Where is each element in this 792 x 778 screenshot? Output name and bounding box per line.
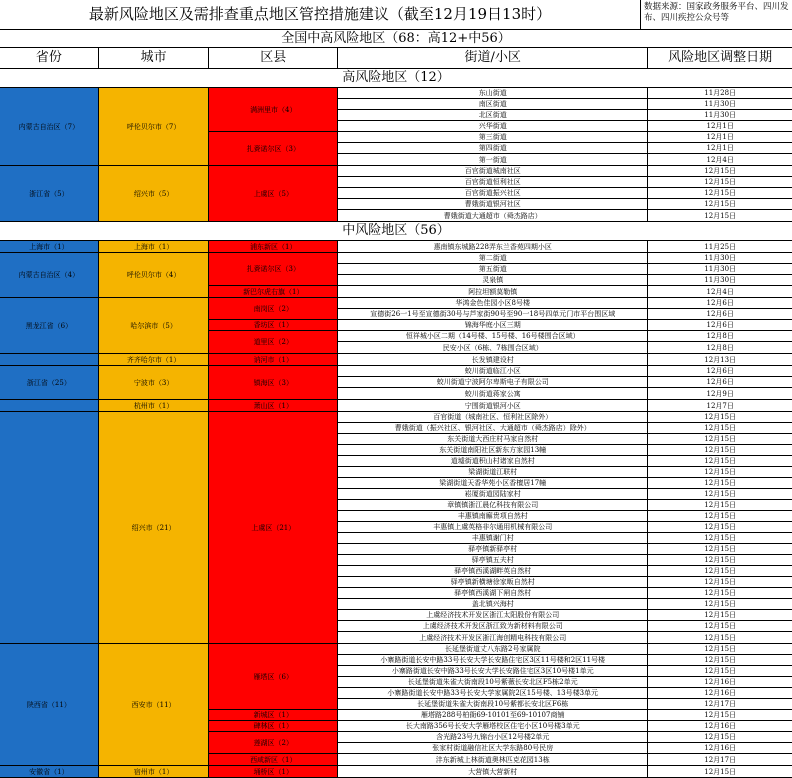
high-risk-title: 高风险地区（12） — [0, 69, 792, 88]
city-cell: 齐齐哈尔市（1） — [126, 355, 181, 364]
street-cell: 曹娥街道银河社区 — [338, 199, 647, 210]
date-cell: 12月15日 — [648, 489, 792, 500]
street-cell: 恒祥城小区二期（14号楼、15号楼、16号楼围合区域） — [338, 331, 647, 342]
city-cell: 宁波市（3） — [133, 378, 174, 387]
date-cell: 12月4日 — [706, 287, 734, 296]
mid-risk-title: 中风险地区（56） — [0, 222, 792, 241]
date-cell: 12月15日 — [648, 610, 792, 621]
date-cell: 12月15日 — [648, 188, 792, 199]
province-cell: 陕西省（11） — [26, 700, 71, 709]
date-column — [648, 166, 792, 221]
street-cell: 南区街道 — [338, 99, 647, 110]
date-cell: 11月30日 — [648, 99, 792, 110]
province-cell: 上海市（1） — [29, 242, 69, 251]
date-cell: 11月30日 — [648, 264, 792, 275]
province-cell — [0, 412, 98, 643]
street-cell: 蛟川街道临江小区 — [338, 366, 647, 377]
district-cell: 扎赉诺尔区（3） — [209, 253, 337, 286]
date-cell: 12月15日 — [648, 655, 792, 666]
street-cell: 百官街道城南社区 — [338, 166, 647, 177]
date-cell: 12月15日 — [648, 710, 792, 721]
date-cell: 12月15日 — [648, 467, 792, 478]
district-cell: 上虞区（5） — [253, 189, 294, 198]
date-cell: 12月15日 — [648, 478, 792, 489]
date-column — [648, 400, 792, 411]
street-column — [338, 166, 648, 221]
district-column — [209, 400, 338, 411]
date-cell: 12月8日 — [706, 343, 734, 352]
date-column — [648, 298, 792, 353]
street-cell: 章镇镇浙江晨亿科技有限公司 — [338, 500, 647, 511]
table-row-group — [0, 412, 792, 644]
province-column — [0, 644, 99, 765]
district-cell: 埇桥区（1） — [253, 767, 294, 776]
date-cell: 12月17日 — [704, 755, 737, 764]
street-cell: 百官街道恒利社区 — [338, 177, 647, 188]
date-cell: 12月15日 — [648, 555, 792, 566]
province-cell: 黑龙江省（6） — [25, 321, 73, 330]
street-cell: 第二街道 — [338, 253, 647, 264]
date-cell: 12月15日 — [704, 767, 737, 776]
city-cell: 呼伦贝尔市（7） — [126, 122, 181, 131]
page-title: 最新风险地区及需排查重点地区管控措施建议（截至12月19日13时） — [88, 5, 552, 23]
title-row — [0, 0, 792, 30]
date-cell: 12月15日 — [648, 456, 792, 467]
date-cell: 12月16日 — [648, 743, 792, 754]
date-cell: 12月9日 — [706, 389, 734, 398]
date-cell: 12月6日 — [648, 320, 792, 331]
date-cell: 12月13日 — [704, 355, 737, 364]
street-cell: 驿亭镇五夫村 — [338, 555, 647, 566]
street-cell: 丰惠镇南廨贵项自然村 — [338, 511, 647, 522]
date-cell: 12月15日 — [648, 533, 792, 544]
street-column — [338, 400, 648, 411]
city-cell: 杭州市（1） — [133, 401, 174, 410]
street-cell: 第三街道 — [338, 132, 647, 143]
date-cell: 12月15日 — [648, 644, 792, 655]
data-source: 数据来源：国家政务服务平台、四川发布、四川疾控公众号等 — [640, 0, 792, 29]
date-cell: 12月15日 — [648, 199, 792, 210]
district-column — [209, 412, 338, 643]
street-cell: 长延堡街道丈八东路2号家属院 — [338, 644, 647, 655]
street-cell: 驿亭镇新驿亭村 — [338, 544, 647, 555]
street-cell: 上虞经济技术开发区浙江致为新材料有限公司 — [338, 621, 647, 632]
date-cell: 11月25日 — [704, 242, 737, 251]
date-column — [648, 366, 792, 399]
district-cell: 镇海区（3） — [253, 378, 294, 387]
street-column — [338, 88, 648, 165]
street-cell: 东关街道南阳社区新东方家园13幢 — [338, 445, 647, 456]
province-cell — [0, 354, 98, 365]
table-row-group — [0, 644, 792, 766]
street-column — [338, 354, 648, 365]
city-column — [99, 166, 210, 221]
district-cell: 新巴尔虎右旗（1） — [243, 287, 304, 296]
date-cell: 12月15日 — [648, 166, 792, 177]
province-column — [0, 766, 99, 777]
street-cell: 曹娥街道大通超市（舜杰路店） — [443, 211, 542, 220]
street-cell: 梁湖街道天香华苑小区香檀居17幢 — [338, 478, 647, 489]
date-cell: 12月7日 — [706, 401, 734, 410]
street-cell: 长发镇建设村 — [471, 355, 514, 364]
city-column — [99, 354, 210, 365]
city-column — [99, 253, 210, 297]
street-cell: 第五街道 — [338, 264, 647, 275]
city-column — [99, 298, 210, 353]
province-cell: 内蒙古自治区（4） — [18, 271, 80, 279]
district-cell: 讷河市（1） — [253, 355, 294, 364]
street-cell: 含光路23号九锦台小区12号楼2单元 — [338, 732, 647, 743]
district-cell: 碑林区（1） — [209, 721, 337, 732]
street-column — [338, 644, 648, 765]
street-cell: 长延堡街道朱雀大街南段10号紫都长安北区F6栋 — [338, 699, 647, 710]
street-cell: 梁湖街道江联村 — [338, 467, 647, 478]
city-column — [99, 366, 210, 399]
district-cell: 扎赉诺尔区（3） — [246, 144, 301, 153]
district-column — [209, 366, 338, 399]
street-cell: 阿拉坦额莫勒镇 — [468, 287, 518, 296]
street-cell: 第四街道 — [338, 143, 647, 154]
date-cell: 12月15日 — [648, 621, 792, 632]
city-column — [99, 412, 210, 643]
street-cell: 百官街道振兴社区 — [338, 188, 647, 199]
district-column — [209, 298, 338, 353]
city-cell: 上海市（1） — [133, 242, 174, 251]
date-cell: 12月17日 — [648, 699, 792, 710]
table-row-group — [0, 354, 792, 366]
table-row-group — [0, 766, 792, 778]
date-cell: 12月15日 — [704, 633, 737, 642]
date-cell: 12月15日 — [648, 522, 792, 533]
province-column — [0, 298, 99, 353]
district-cell: 南岗区（2） — [209, 298, 337, 320]
district-cell: 满洲里市（4） — [209, 88, 337, 132]
date-cell: 12月15日 — [648, 732, 792, 743]
date-column — [648, 354, 792, 365]
street-column — [338, 298, 648, 353]
district-cell: 上虞区（21） — [251, 523, 296, 532]
street-cell: 驿亭镇新横塘徐家畈自然村 — [338, 577, 647, 588]
date-cell: 11月30日 — [648, 253, 792, 264]
header-province: 省份 — [0, 48, 99, 68]
province-column — [0, 400, 99, 411]
city-column — [99, 644, 210, 765]
city-column — [99, 766, 210, 777]
table-row-group — [0, 298, 792, 354]
province-cell: 浙江省（25） — [26, 378, 71, 387]
street-cell: 宣德街26一1号至宣德街30号与芦家街90号至90一18号四单元门市平台围区域 — [338, 309, 647, 320]
province-cell — [0, 400, 98, 411]
street-column — [338, 766, 648, 777]
province-column — [0, 166, 99, 221]
street-column — [338, 241, 648, 252]
district-cell: 西咸新区（1） — [250, 755, 297, 764]
district-column — [209, 354, 338, 365]
street-cell: 丰惠镇谢门村 — [338, 533, 647, 544]
street-column — [338, 366, 648, 399]
street-cell: 小寨路街道长安中路33号长安大学家属院2区15号楼、13号楼3单元 — [338, 688, 647, 699]
date-cell: 12月6日 — [648, 298, 792, 309]
street-cell: 东关街道大西庄村马家自然村 — [338, 434, 647, 445]
street-cell: 蛟川街道宁波阿尔卑斯电子有限公司 — [338, 377, 647, 388]
street-cell: 百官街道（城南社区、恒利社区除外） — [338, 412, 647, 423]
table-row-group — [0, 400, 792, 412]
district-column — [209, 766, 338, 777]
street-cell: 雁塔路288号柏衙69-10101至69-10107商铺 — [338, 710, 647, 721]
street-cell: 华鸿金色佳园小区8号楼 — [338, 298, 647, 309]
district-column — [209, 253, 338, 297]
street-column — [338, 253, 648, 297]
street-cell: 东山街道 — [338, 88, 647, 99]
date-cell: 12月15日 — [648, 423, 792, 434]
date-cell: 12月6日 — [648, 366, 792, 377]
header-city: 城市 — [99, 48, 210, 68]
district-cell: 莲湖区（2） — [209, 732, 337, 754]
date-cell: 12月4日 — [706, 155, 734, 164]
street-cell: 大营镇大营新村 — [468, 767, 518, 776]
province-cell: 内蒙古自治区（7） — [18, 122, 80, 131]
date-cell: 12月16日 — [648, 721, 792, 732]
date-cell: 12月6日 — [648, 309, 792, 320]
date-cell: 11月30日 — [648, 110, 792, 121]
street-cell: 道墟街道积山村诸家自然村 — [338, 456, 647, 467]
date-column — [648, 766, 792, 777]
street-cell: 上虞经济技术开发区浙江海创精电科技有限公司 — [419, 633, 567, 642]
header-district: 区县 — [209, 48, 338, 68]
date-cell: 12月15日 — [648, 566, 792, 577]
district-column — [209, 88, 338, 165]
date-cell: 12月15日 — [648, 577, 792, 588]
date-column — [648, 88, 792, 165]
district-cell: 香坊区（1） — [209, 320, 337, 331]
header-street: 街道/小区 — [338, 48, 648, 68]
district-cell: 新城区（1） — [209, 710, 337, 721]
date-cell: 12月15日 — [648, 544, 792, 555]
province-column — [0, 366, 99, 399]
date-column — [648, 253, 792, 297]
street-cell: 丰惠镇上虞英格非尔通用机械有限公司 — [338, 522, 647, 533]
date-cell: 12月1日 — [648, 132, 792, 143]
street-cell: 张家村街道融信社区大学东路80号民房 — [338, 743, 647, 754]
district-column — [209, 166, 338, 221]
risk-stats: 全国中高风险地区（68：高12+中56） — [0, 30, 792, 48]
city-cell: 绍兴市（5） — [133, 189, 174, 198]
city-cell: 宿州市（1） — [133, 767, 174, 776]
province-cell: 安徽省（1） — [29, 767, 69, 776]
table-row-group — [0, 253, 792, 298]
province-column — [0, 253, 99, 297]
date-cell: 12月15日 — [648, 445, 792, 456]
street-cell: 锦海华庭小区三期 — [338, 320, 647, 331]
city-cell: 西安市（11） — [131, 700, 176, 709]
table-row-group — [0, 366, 792, 400]
province-column — [0, 88, 99, 165]
street-cell: 民安小区（6栋、7栋围合区域） — [442, 343, 543, 352]
date-cell: 12月15日 — [648, 412, 792, 423]
table-row-group — [0, 166, 792, 222]
district-column — [209, 241, 338, 252]
city-column — [99, 241, 210, 252]
city-column — [99, 400, 210, 411]
street-cell: 长延堡街道朱雀大街南段10号紫薇长安北区F5栋2单元 — [338, 677, 647, 688]
street-cell: 小寨路街道长安中路33号长安大学长安路住宅区3区11号楼和2区11号楼 — [338, 655, 647, 666]
high-risk-table — [0, 88, 792, 222]
date-cell: 12月1日 — [648, 143, 792, 154]
date-cell: 12月16日 — [648, 688, 792, 699]
city-cell: 绍兴市（21） — [131, 523, 176, 532]
date-cell: 12月6日 — [648, 377, 792, 388]
province-column — [0, 241, 99, 252]
mid-risk-table — [0, 241, 792, 778]
district-cell: 浦东新区（1） — [250, 242, 297, 251]
street-cell: 兴华街道 — [338, 121, 647, 132]
street-cell: 小寨路街道长安中路33号长安大学长安路住宅区3区10号楼1单元 — [338, 666, 647, 677]
street-cell: 长大南路356号长安大学雁塔校区住宅小区10号楼3单元 — [338, 721, 647, 732]
date-column — [648, 241, 792, 252]
date-cell: 12月15日 — [648, 177, 792, 188]
header-date: 风险地区调整日期 — [668, 50, 773, 65]
street-cell: 驿亭镇西溪湖下闸自然村 — [338, 588, 647, 599]
street-cell: 上虞经济技术开发区浙江太阳股份有限公司 — [338, 610, 647, 621]
district-column — [209, 644, 338, 765]
street-cell: 灵泉镇 — [338, 275, 647, 286]
date-cell: 11月28日 — [648, 88, 792, 99]
district-cell: 雁塔区（6） — [209, 644, 337, 710]
street-cell: 曹娥街道（振兴社区、银河社区、大通超市（舜杰路店）除外） — [338, 423, 647, 434]
street-cell: 崧厦街道园陆家村 — [338, 489, 647, 500]
street-cell: 盖北镇兴海村 — [338, 599, 647, 610]
city-cell: 呼伦贝尔市（4） — [126, 271, 181, 279]
table-row-group — [0, 241, 792, 253]
street-cell: 蛟川街道蒋家公寓 — [464, 389, 521, 398]
date-cell: 12月16日 — [648, 677, 792, 688]
date-cell: 12月8日 — [648, 331, 792, 342]
date-column — [648, 644, 792, 765]
province-column — [0, 354, 99, 365]
date-cell: 12月15日 — [648, 666, 792, 677]
date-cell: 11月30日 — [648, 275, 792, 286]
street-cell: 宁围街道银河小区 — [464, 401, 521, 410]
date-cell: 12月15日 — [648, 599, 792, 610]
date-cell: 12月15日 — [648, 588, 792, 599]
street-cell: 驿亭镇西溪湖畔英自然村 — [338, 566, 647, 577]
district-cell: 萧山区（1） — [253, 401, 294, 410]
street-column — [338, 412, 648, 643]
date-cell: 12月1日 — [648, 121, 792, 132]
date-cell: 12月15日 — [648, 511, 792, 522]
street-cell: 惠南镇东城路228弄东兰香苑四期小区 — [433, 242, 552, 251]
district-cell: 道里区（2） — [253, 338, 294, 346]
city-cell: 哈尔滨市（5） — [130, 321, 177, 330]
date-cell: 12月15日 — [648, 434, 792, 445]
province-cell: 浙江省（5） — [29, 189, 69, 198]
city-column — [99, 88, 210, 165]
street-cell: 第一街道 — [478, 155, 507, 164]
province-column — [0, 412, 99, 643]
street-cell: 沣东新城上林街道奥林匹克花园13栋 — [435, 755, 550, 764]
table-row-group — [0, 88, 792, 166]
date-column — [648, 412, 792, 643]
street-cell: 北区街道 — [338, 110, 647, 121]
date-cell: 12月15日 — [704, 211, 737, 220]
date-cell: 12月15日 — [648, 500, 792, 511]
table-header — [0, 48, 792, 69]
